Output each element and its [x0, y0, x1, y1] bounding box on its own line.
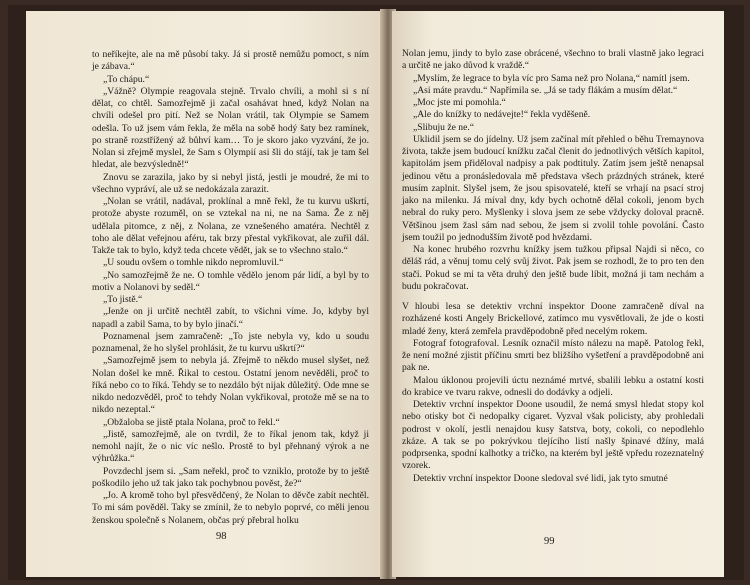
paragraph: „To chápu.“ [103, 73, 150, 85]
paragraph: Poznamenal jsem zamračeně: „To jste nebyla vy, kdo u soudu poznamenal, že ho slyšel prohlásit, že tu kurvu uškrtí?“ [92, 330, 369, 354]
paragraph: Znovu se zarazila, jako by si nebyl jistá, jestli je moudré, že mi to všechno vypráví, ale už se nedokázala zarazit. [92, 171, 369, 195]
paragraph: „Myslím, že legrace to byla víc pro Sama než pro Nolana,“ namítl jsem. [413, 72, 690, 84]
paragraph: Nolan jemu, jindy to bylo zase obrácené, všechno to brali vlastně jako legraci a určitě ne jako důvod k vraždě.“ [402, 48, 704, 72]
paragraph: Povzdechl jsem si. „Sam neřekl, proč to vzniklo, protože by to ještě poškodilo jeho už tak jako tak pochybnou pověst, že?“ [92, 465, 369, 489]
page-number: 98 [216, 531, 227, 542]
paragraph: „Obžaloba se jistě ptala Nolana, proč to řekl.“ [103, 416, 280, 428]
paragraph: Na konec hrubého rozvrhu knížky jsem tužkou připsal Najdi si něco, co děláš rád, a věnuj tomu celý svůj život. Pak jsem se rozhodl, že to pro ten den stačí. Pokud se mi ta věta druhý den ještě bude líbit, možná ji tam nechám a budu pokračovat. [402, 244, 704, 292]
paragraph: Malou úklonou projevili úctu neznámé mrtvé, sbalili lebku a ostatní kosti do krabice ve tvaru rakve, odnesli do dodávky a odjeli. [402, 374, 704, 398]
paragraph: „Jo. A kromě toho byl přesvědčený, že Nolan to děvče zabít nechtěl. To mi sám pověděl. Taky se zmínil, že to nebylo poprvé, co měli jenou ženskou společně s Nolanem, občas prý přebral holku [92, 490, 369, 526]
open-book [8, 5, 744, 580]
page-number: 99 [544, 536, 555, 547]
paragraph: to neříkejte, ale na mě působí taky. Já si prostě nemůžu pomoct, s ním je zábava.“ [92, 49, 369, 73]
paragraph: „To jistě.“ [103, 294, 143, 305]
right-page-text [402, 48, 704, 485]
paragraph: V hloubi lesa se detektiv vrchní inspektor Doone zamračeně díval na rozházené kosti Angely Brickellové, zatímco mu vysvětlovali, že jde o kosti mladé ženy, která zemřela pravděpodobně před necelým rokem. [402, 301, 704, 337]
paragraph: „Slibuju že ne.“ [413, 121, 475, 133]
paragraph: „Moc jste mi pomohla.“ [413, 97, 506, 108]
right-page [392, 11, 724, 577]
left-page [26, 11, 383, 577]
paragraph: „Jenže on ji určitě nechtěl zabít, to všichni víme. Jo, kdyby byl napadl a zabil Sama, to by bylo jinačí.“ [92, 306, 369, 330]
paragraph: „Asi máte pravdu.“ Napřímila se. „Já se tady flákám a musím dělat.“ [413, 84, 678, 96]
paragraph: „No samozřejmě že ne. O tomhle vědělo jenom pár lidí, a byl by to motiv a Nolanovi by seděl.“ [92, 269, 369, 293]
paragraph: Uklidil jsem se do jídelny. Už jsem začínal mít přehled o běhu Tremaynova života, takže jsem budoucí knížku začal členit do jednotlivých větších kapitol, kapitolám jsem přiděloval nadpisy a pak podtituly. Zatím jsem ještě nenapsal jedinou větu a pronásledovala mě představa všech prázdných stránek, které musím zaplnit. Slyšel jsem, že jsou spisovatelé, kteří se vrhají na psací stroj jako na milenku. Já míval dny, kdy bych ochotně dělal cokoli, jenom bych nebral do ruky pero. Myšlenky i slova jsem ze sebe vždycky doloval pracně. Většinou jsem žasl sám nad sebou, že jsem si zvolil tohle povolání. Často jsem toužil po jednodušším životě pod hvězdami. [402, 133, 704, 243]
paragraph: „Ale do knížky to nedávejte!“ řekla vyděšeně. [413, 109, 591, 121]
paragraph: Detektiv vrchní inspektor Doone sledoval své lidi, jak tyto smutné [413, 472, 668, 484]
paragraph: „Samozřejmě jsem to nebyla já. Zřejmě to někdo musel slyšet, než Nolan došel ke mně. Řikal to cestou. Ostatní jenom nevěděli, proč to říká nebo co to říká. Tehdy se to nezdálo být nijak důležitý. Ode mne se nikdo nedozvěděl, proč to tehdy Nolan vykřikoval, protože mě se na to nikdo nezeptal.“ [92, 355, 369, 416]
paragraph: „Nolan se vrátil, nadával, proklínal a mně řekl, že tu kurvu uškrtí, protože abyste rozuměl, on se vztekal na ni, ne na Sama. Že z něj udělala pitomce, z něj, z Nolana, ze vznešeného amatéra. Nechtěl z toho ale dělat veřejnou aféru, tak brzy přestal vykřikovat, ale zuřil dál. Takže tak to bylo, když teda chcete vědět, jak se to všechno stalo.“ [92, 196, 369, 256]
paragraph: „Jistě, samozřejmě, ale on tvrdil, že to říkal jenom tak, když ji nemohl najít, že o nic víc nešlo. Prostě to byl přehnaný výrok a ne výhrůžka.“ [92, 428, 369, 465]
paragraph: „U soudu ovšem o tomhle nikdo nepromluvil.“ [103, 257, 284, 269]
left-page-text [92, 49, 369, 527]
paragraph: „Vážně? Olympie reagovala stejně. Trvalo chvíli, a mohl si s ní dělat, co chtěl. Samozřejmě ji začal osahávat hned, když Nolan na chvíli odešel pro pití. Než se Nolan vrátil, tak Olympie se Samem odešla. To už jsem vám řekla, že měla na sobě hodý šaty bez ramínek, po straně rozstřížený až bůhví kam… To je skoro jako vyzvání, že jo. Nolan si zřejmě myslel, že Sam s Olympií asi šli do stájí, tak je tam šel hledat, ale bezvýsledně!“ [92, 85, 369, 171]
paragraph: Fotograf fotografoval. Lesník označil místo nálezu na mapě. Patolog řekl, že není možné zjistit příčinu smrti bez bližšího vyšetření a pravděpodobně ani pak ne. [402, 337, 704, 374]
paragraph: Detektiv vrchní inspektor Doone usoudil, že nemá smysl hledat stopy kol nebo otisky bot či nedopalky cigaret. Vyzval však policisty, aby prohledali podrost v okolí, jestli nenajdou kusy šatstva, boty, cokoli, co nepodlehlo zkáze. A tak se po pokrývkou tlejícího listí našly špinavé džíny, malá podprsenka, spodní kalhotky a tričko, na kterém byl ještě vpředu rozeznatelný vzorek. [402, 399, 704, 472]
